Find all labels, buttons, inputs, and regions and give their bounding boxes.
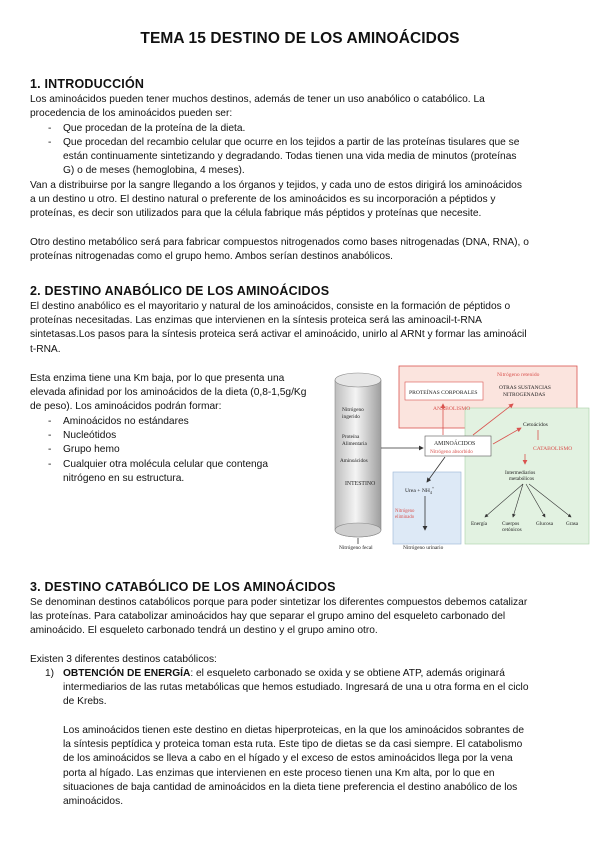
text-line: situaciones de baja cantidad de aminoácidos en la dieta tiene preferencia el destino anabólico de los [63,781,518,793]
list-item-continuation: nitrógeno en su estructura. [63,472,185,484]
text-line: procedencia de los aminoácidos pueden ser: [30,108,233,120]
label-aminoacidos-left: Aminoácidos [340,458,368,464]
amino-acid-metabolism-diagram [333,364,593,552]
section-1-heading: 1. INTRODUCCIÓN [30,77,145,91]
label-anabolismo: ANABOLISMO [433,406,471,412]
s1-bullet-2 [48,136,51,150]
label-otras-sustancias: OTRAS SUSTANCIAS NITROGENADAS [499,385,551,398]
label-cuerpos: Cuerpos [502,521,520,527]
text-line: proteínas necesitadas. Las enzimas que intervienen en la síntesis proteica será las aminoacil-t-RNA [30,315,482,327]
list-item [48,415,189,429]
bullet-text: Que procedan de la proteína de la dieta. [63,123,246,134]
text-line: G) o de meses (hemoglobina, 4 meses). [63,165,245,177]
text-line: porta al hígado. Las enzimas que intervienen en este proceso tienen una Km alta, por lo que en [63,767,495,779]
text-line: de los aminoácidos se lleva a cabo en el hígado y el exceso de estos aminoácidos llega por la vena [63,753,513,765]
bullet-dash: - [48,444,52,456]
label-glucosa: Glucosa [536,521,553,527]
bullet-dash: - [48,430,52,442]
label-grasa: Grasa [566,521,579,527]
text-line: están continuamente sintetizando y degradando. Todas tienen una vida media de minutos (proteínas [63,151,517,163]
s1-paragraph-1 [30,93,485,121]
text-line: de Krebs. [63,696,107,708]
list-item-text: Aminoácidos no estándares [63,416,189,427]
label-catabolismo: CATABOLISMO [533,446,573,452]
text-line: Esta enzima tiene una Km baja, por lo que presenta una [30,373,285,384]
urinary-panel [393,472,461,544]
text-line: Los aminoácidos pueden tener muchos destinos, además de tener un uso anabólico o catabólico. La [30,94,485,105]
bullet-dash: - [48,123,52,134]
s2-paragraph-2 [30,372,306,415]
label-nitrogeno-fecal: Nitrógeno fecal [339,545,373,551]
text-line: Se denominan destinos catabólicos porque para poder sintetizar los diferentes compuestos debemos catalizar [30,597,528,608]
s3-paragraph-2: Existen 3 diferentes destinos catabólicos: [30,654,217,665]
section-2-heading: 2. DESTINO ANABÓLICO DE LOS AMINOÁCIDOS [30,284,330,298]
text-line: elevada afinidad por los aminoácidos de la dieta (0,8-1,5g/Kg [30,387,307,399]
text-line [63,667,529,681]
list-item-text: Nucleótidos [63,430,117,442]
s2-list [48,415,269,486]
s2-paragraph-1 [30,300,527,357]
list-item-text: Grupo hemo [63,444,120,456]
item-1-label: OBTENCIÓN DE ENERGÍA [63,668,191,679]
bullet-dash: - [48,458,52,470]
label-proteina-alimentaria: Proteína Alimentaria [342,434,367,447]
s3-item-1 [63,667,529,710]
label-energia: Energía [471,521,488,527]
document-title: TEMA 15 DESTINO DE LOS AMINOÁCIDOS [140,30,460,47]
text-line: las proteínas. Para catabolizar aminoácidos hay que separar el grupo amino del esqueleto carbonado del [30,611,506,623]
text-line: la síntesis peptídica y proteica toman esta ruta. Este tipo de dietas se da casi siempre. El catabolismo [63,739,523,751]
list-item [48,443,184,457]
text-line: de peso). Los aminoácidos podrán formar: [30,401,222,413]
bullet-dash: - [48,416,52,427]
text-line: sintetasas.Los pasos para la síntesis proteica será activar el aminoácido, unirlo al ARNt y formar las aminoácil [30,329,527,341]
s1-bullet-2-text [63,136,519,179]
s1-paragraph-2 [30,179,522,222]
label-proteinas-corporales: PROTEÍNAS CORPORALES [409,390,478,396]
s1-paragraph-3 [30,236,529,264]
label-intermediarios: Intermediarios metabólicos [505,470,536,482]
label-nitrogeno-ingerido: Nitrógeno ingerido [342,407,364,420]
label-cuerpos-sub: cetónicos [502,527,522,533]
bullet-dash: - [48,137,52,148]
item-1-text: : el esqueleto carbonado se oxida y se obtiene ATP, además originará [190,668,505,679]
s3-paragraph-1 [30,596,527,639]
label-cetoacidos: Cetoácidos [523,422,548,428]
text-line: intermediarios de las rutas metabólicas que hemos estudiado. Ingresará de una u otra forma en el ciclo [63,682,529,694]
text-line: proteínas nitrogenadas como el grupo hemo. Ambos serían destinos anabólicos. [30,251,394,263]
intestine-top [335,373,381,387]
label-nitrogeno-urinario: Nitrógeno urinario [403,545,444,551]
text-line: Van a distribuirse por la sangre llegando a los órganos y tejidos, y cada uno de estos dirigirá los aminoácidos [30,180,522,191]
s3-paragraph-3 [63,724,524,809]
label-urea: Urea + $NH_4^+$ [405,485,435,495]
text-line: a un destino u otro. El destino natural o preferente de los aminoácidos es su incorporación a péptidos y [30,194,496,206]
text-line: aminoácidos. [63,796,124,808]
label-nitrogeno-retenido: Nitrógeno retenido [497,372,540,378]
intestine-bottom [335,523,381,537]
label-nitrogeno-eliminado: Nitrógeno eliminado [395,509,415,520]
text-line: Que procedan del recambio celular que ocurre en los tejidos a partir de las proteínas tisulares que se [63,137,520,148]
list-number-1: 1) [45,668,55,679]
section-3-heading: 3. DESTINO CATABÓLICO DE LOS AMINOÁCIDOS [30,580,336,594]
list-item [48,458,269,472]
label-nitrogeno-absorbido: Nitrógeno absorbido [430,449,473,455]
text-line: aminoácido. El esqueleto carbonado tendrá un destino y el grupo amino otro. [30,625,378,637]
text-line: proteínas, es decir son utilizados para que la célula fabrique más péptidos y proteínas que necesite. [30,208,482,220]
text-line: El destino anabólico es el mayoritario y natural de los aminoácidos, consiste en la formación de péptidos o [30,301,511,312]
s1-bullet-1 [48,122,246,136]
label-intestino: INTESTINO [345,481,376,487]
text-line: t-RNA. [30,343,61,355]
text-line: Otro destino metabólico será para fabricar compuestos nitrogenados como bases nitrogenadas (DNA, RNA), o [30,237,529,248]
text-line: Los aminoácidos tienen este destino en dietas hiperproteicas, en la que los aminoácidos sobrantes de [63,725,524,736]
label-aminoacidos-center: AMINOÁCIDOS [434,441,476,447]
list-item [48,429,184,443]
list-item-text: Cualquier otra molécula celular que contenga [63,458,269,470]
